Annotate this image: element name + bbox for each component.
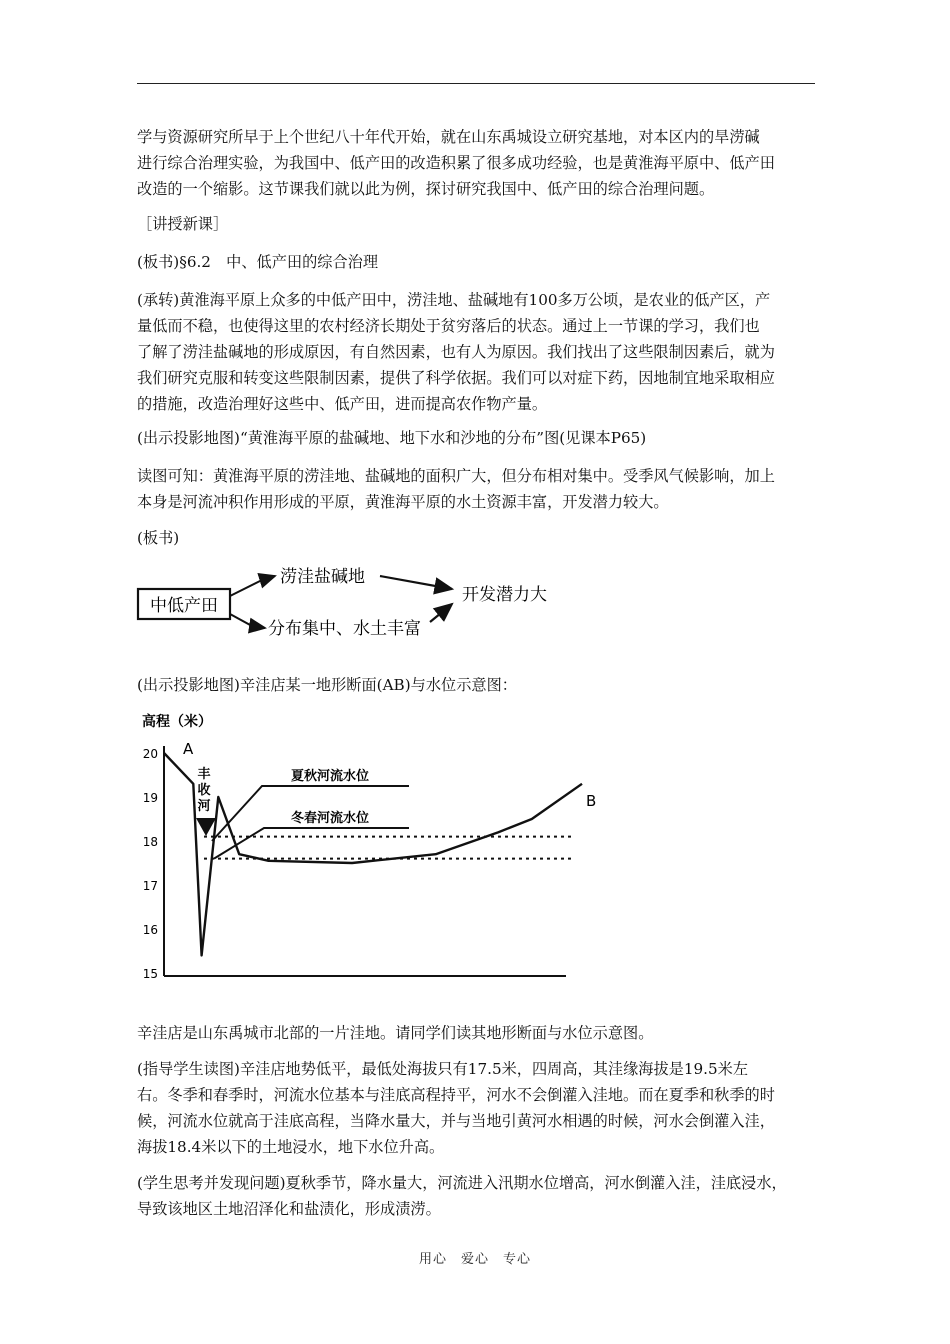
paragraph-student-thinking: (学生思考并发现问题)夏秋季节，降水量大，河流进入汛期水位增高，河水倒灌入洼，洼底浸水， 导致该地区土地沼泽化和盐渍化，形成渍涝。 bbox=[137, 1174, 787, 1218]
flow-arrow-lower bbox=[230, 614, 265, 628]
paragraph-map-reading: 读图可知：黄淮海平原的涝洼地、盐碱地的面积广大，但分布相对集中。受季风气候影响，加上 本身是河流冲积作用形成的平原，黄淮海平原的水土资源丰富，开发潜力较大。 bbox=[137, 467, 775, 511]
flow-source: 中低产田 bbox=[150, 596, 218, 616]
paragraph-intro: 学与资源研究所早于上个世纪八十年代开始，就在山东禹城设立研究基地，对本区内的旱涝碱 进行综合治理实验，为我国中、低产田的改造积累了很多成功经验，也是黄淮海平原中、低产田 改造的一个缩影。这节课我们就以此为例，探讨研究我国中、低产田的综合治理问题。 bbox=[137, 128, 775, 198]
paragraph-profile-intro: (出示投影地图)辛洼店某一地形断面(AB)与水位示意图： bbox=[137, 676, 517, 694]
y-tick-label: 15 bbox=[142, 967, 158, 981]
river-marker-icon bbox=[196, 818, 216, 836]
flow-arrow-upper-result bbox=[380, 576, 452, 589]
svg-text:收: 收 bbox=[197, 783, 211, 798]
series-label: 夏秋河流水位 bbox=[291, 769, 370, 784]
paragraph-guided-reading: (指导学生读图)辛洼店地势低平，最低处海拔只有17.5米，四周高，其洼缘海拔是19.5米左 右。冬季和春季时，河流水位基本与洼底高程持平，河水不会倒灌入洼地。而在夏季和秋季的时 候，河流水位就高于洼底高程，当降水量大，并与当地引黄河水相遇的时候，河水会倒灌入洼， 海拔18.4米以下的土地浸水，地下水位升高。 bbox=[137, 1060, 775, 1156]
terrain-profile-line bbox=[164, 753, 582, 955]
point-label-a: A bbox=[183, 740, 194, 758]
y-axis-label: 高程（米） bbox=[142, 714, 212, 730]
y-tick-label: 16 bbox=[142, 923, 158, 937]
series-label: 冬春河流水位 bbox=[291, 811, 370, 826]
y-tick-label: 19 bbox=[142, 791, 158, 805]
section-heading: (板书)§6.2 中、低产田的综合治理 bbox=[137, 253, 379, 271]
point-label-b: B bbox=[586, 792, 597, 810]
profile-chart bbox=[134, 708, 604, 993]
header-rule bbox=[137, 83, 815, 84]
flow-upper: 涝洼盐碱地 bbox=[280, 567, 365, 587]
page-footer: 用心 爱心 专心 bbox=[418, 1252, 531, 1267]
svg-text:丰: 丰 bbox=[197, 767, 211, 782]
paragraph-map-intro: (出示投影地图)“黄淮海平原的盐碱地、地下水和沙地的分布”图(见课本P65) bbox=[137, 429, 647, 447]
flowchart bbox=[130, 556, 590, 646]
flow-lower: 分布集中、水土丰富 bbox=[268, 619, 421, 639]
river-label bbox=[197, 766, 211, 814]
y-tick-label: 17 bbox=[142, 879, 158, 893]
flow-arrow-lower-result bbox=[430, 604, 452, 622]
y-tick-label: 20 bbox=[142, 747, 158, 761]
paragraph-transition: (承转)黄淮海平原上众多的中低产田中，涝洼地、盐碱地有100多万公顷，是农业的低产区，产 量低而不稳，也使得这里的农村经济长期处于贫穷落后的状态。通过上一节课的学习，我们也 了解了涝洼盐碱地的形成原因，有自然因素，也有人为原因。我们找出了这些限制因素后，就为 我们研究克服和转变这些限制因素，提供了科学依据。我们可以对症下药，因地制宜地采取相应 的措施，改造治理好这些中、低产田，进而提高农作物产量。 bbox=[137, 291, 775, 413]
svg-text:河: 河 bbox=[197, 799, 211, 814]
flow-arrow-upper bbox=[230, 576, 275, 596]
flow-result: 开发潜力大 bbox=[462, 585, 547, 605]
y-tick-label: 18 bbox=[142, 835, 158, 849]
paragraph-board: (板书) bbox=[137, 529, 180, 547]
section-marker: ［讲授新课］ bbox=[137, 215, 229, 233]
paragraph-xinwadian: 辛洼店是山东禹城市北部的一片洼地。请同学们读其地形断面与水位示意图。 bbox=[137, 1024, 654, 1042]
